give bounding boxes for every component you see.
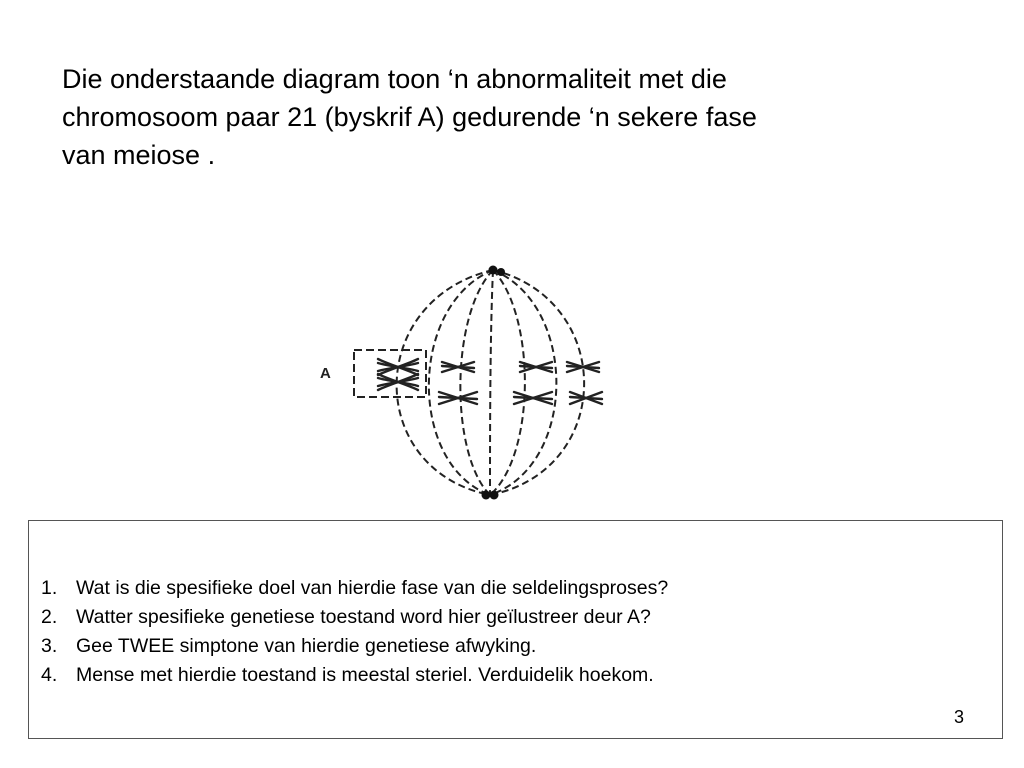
question-text: Watter spesifieke genetiese toestand word hier geïlustreer deur A? bbox=[76, 606, 651, 628]
question-number: 1. bbox=[41, 577, 58, 599]
page-number: 3 bbox=[953, 707, 964, 727]
question-item bbox=[41, 661, 668, 690]
spindle-poles bbox=[482, 266, 506, 500]
question-item bbox=[41, 603, 668, 632]
question-item bbox=[41, 574, 668, 603]
questions-list bbox=[41, 574, 668, 690]
question-number: 4. bbox=[41, 664, 58, 686]
chromosome bbox=[570, 392, 602, 404]
question-text: Wat is die spesifieke doel van hierdie fase van die seldelingsproses? bbox=[76, 577, 669, 599]
intro-line: Die onderstaande diagram toon ‘n abnormaliteit met die bbox=[62, 64, 727, 94]
chromosome bbox=[442, 362, 474, 372]
intro-line: van meiose . bbox=[62, 140, 216, 170]
questions-box bbox=[28, 520, 1003, 739]
top-pole bbox=[489, 266, 498, 275]
question-item bbox=[41, 632, 668, 661]
meiosis-spindle-diagram bbox=[300, 245, 630, 510]
question-text: Gee TWEE simptone van hierdie genetiese afwyking. bbox=[76, 635, 537, 657]
spindle-fibres bbox=[397, 270, 585, 495]
intro-text bbox=[62, 60, 962, 174]
chromosome-a-2 bbox=[378, 374, 418, 390]
chromosome bbox=[439, 392, 477, 404]
question-number: 2. bbox=[41, 606, 58, 628]
chromosome bbox=[520, 362, 552, 372]
intro-line: chromosoom paar 21 (byskrif A) gedurende ‘n sekere fase bbox=[62, 102, 757, 132]
question-number: 3. bbox=[41, 635, 58, 657]
label-a: A bbox=[320, 365, 331, 382]
question-text: Mense met hierdie toestand is meestal steriel. Verduidelik hoekom. bbox=[76, 664, 654, 686]
bottom-pole bbox=[482, 491, 491, 500]
chromosome bbox=[514, 392, 552, 404]
